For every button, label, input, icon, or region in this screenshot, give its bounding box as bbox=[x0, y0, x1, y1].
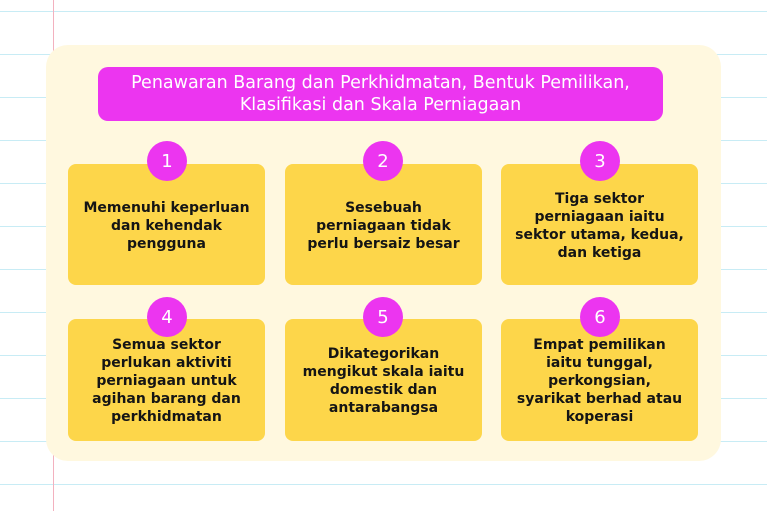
diagram-title: Penawaran Barang dan Perkhidmatan, Bentuk Pemilikan, Klasifikasi dan Skala Perniagaan bbox=[98, 67, 663, 121]
number-badge-2: 2 bbox=[363, 141, 403, 181]
number-badge-3: 3 bbox=[580, 141, 620, 181]
card-2 bbox=[285, 164, 482, 285]
card-6 bbox=[501, 319, 698, 441]
card-text: Dikategorikan mengikut skala iaitu domestik dan antarabangsa bbox=[302, 346, 465, 416]
card-text: Empat pemilikan iaitu tunggal, perkongsian, syarikat berhad atau koperasi bbox=[516, 337, 683, 425]
card-text: Tiga sektor perniagaan iaitu sektor utama, kedua, dan ketiga bbox=[515, 190, 684, 261]
card-text: Semua sektor perlukan aktiviti perniagaan untuk agihan barang dan perkhidmatan bbox=[92, 337, 241, 425]
number-badge-5: 5 bbox=[363, 297, 403, 337]
card-4 bbox=[68, 319, 265, 441]
ruled-line bbox=[0, 484, 767, 485]
card-3 bbox=[501, 164, 698, 285]
number-badge-4: 4 bbox=[147, 297, 187, 337]
card-1 bbox=[68, 164, 265, 285]
card-text: Memenuhi keperluan dan kehendak pengguna bbox=[83, 199, 250, 252]
number-badge-1: 1 bbox=[147, 141, 187, 181]
ruled-line bbox=[0, 11, 767, 12]
number-badge-6: 6 bbox=[580, 297, 620, 337]
card-text: Sesebuah perniagaan tidak perlu bersaiz besar bbox=[307, 199, 460, 252]
card-5 bbox=[285, 319, 482, 441]
